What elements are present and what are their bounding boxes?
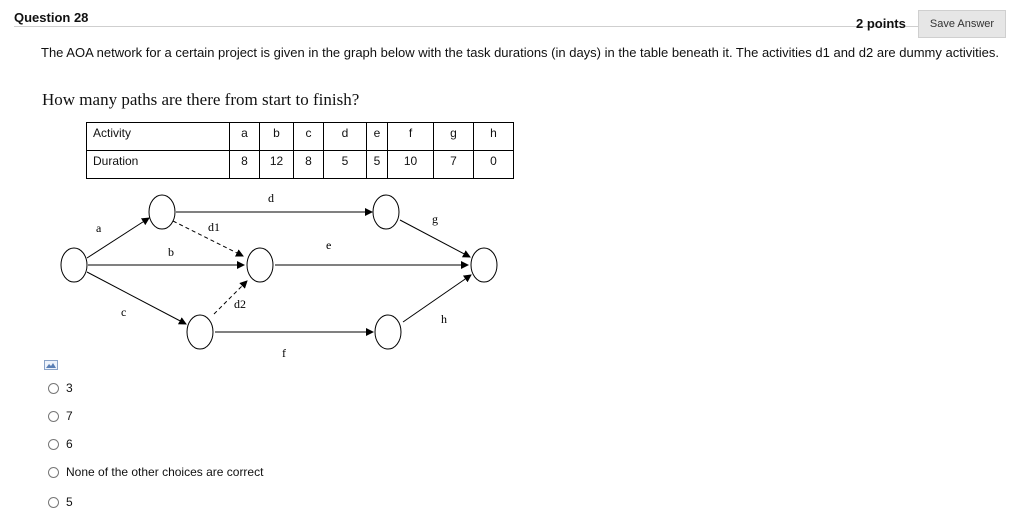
radio-button[interactable] <box>48 467 59 478</box>
activity-cell: d <box>324 123 367 151</box>
question-header <box>0 0 1024 40</box>
edge-c <box>87 272 186 324</box>
label-d1: d1 <box>208 220 220 234</box>
radio-button[interactable] <box>48 383 59 394</box>
choice-option[interactable] <box>48 464 263 480</box>
activity-header: Activity <box>87 123 230 151</box>
node-2 <box>149 195 175 229</box>
activity-cell: g <box>434 123 474 151</box>
duration-cell: 8 <box>294 151 324 179</box>
choice-label: 6 <box>66 437 73 451</box>
points-label: 2 points <box>856 16 906 31</box>
save-answer-button[interactable]: Save Answer <box>918 10 1006 38</box>
label-b: b <box>168 245 174 259</box>
radio-button[interactable] <box>48 439 59 450</box>
label-e: e <box>326 238 332 252</box>
choice-label: None of the other choices are correct <box>66 465 264 479</box>
question-intro: The AOA network for a certain project is given in the graph below with the task durations (in days) in the table beneath it. The activities d1 and d2 are dummy activities. <box>41 45 999 60</box>
node-finish <box>471 248 497 282</box>
node-3 <box>247 248 273 282</box>
activity-cell: f <box>388 123 434 151</box>
node-6 <box>375 315 401 349</box>
image-icon <box>44 360 58 370</box>
question-title: Question 28 <box>14 10 89 25</box>
activity-cell: a <box>230 123 260 151</box>
edge-h <box>403 275 471 322</box>
choice-label: 7 <box>66 409 73 423</box>
radio-button[interactable] <box>48 411 59 422</box>
duration-row <box>87 151 514 179</box>
activity-cell: c <box>294 123 324 151</box>
duration-cell: 10 <box>388 151 434 179</box>
node-start <box>61 248 87 282</box>
task-table <box>86 122 514 179</box>
label-h: h <box>441 312 447 326</box>
duration-cell: 0 <box>474 151 514 179</box>
duration-cell: 5 <box>324 151 367 179</box>
label-a: a <box>96 221 102 235</box>
duration-cell: 8 <box>230 151 260 179</box>
node-5 <box>373 195 399 229</box>
duration-cell: 12 <box>260 151 294 179</box>
label-f: f <box>282 346 286 360</box>
duration-cell: 5 <box>367 151 388 179</box>
choice-option[interactable] <box>48 408 73 424</box>
choice-option[interactable] <box>48 494 73 510</box>
aoa-network-diagram <box>54 188 504 368</box>
choice-option[interactable] <box>48 436 73 452</box>
choice-label: 5 <box>66 495 73 509</box>
choice-option[interactable] <box>48 380 73 396</box>
duration-cell: 7 <box>434 151 474 179</box>
activity-row <box>87 123 514 151</box>
activity-cell: h <box>474 123 514 151</box>
node-4 <box>187 315 213 349</box>
label-g: g <box>432 212 438 226</box>
activity-cell: e <box>367 123 388 151</box>
duration-header: Duration <box>87 151 230 179</box>
choice-label: 3 <box>66 381 73 395</box>
radio-button[interactable] <box>48 497 59 508</box>
label-d2: d2 <box>234 297 246 311</box>
label-d: d <box>268 191 274 205</box>
label-c: c <box>121 305 127 319</box>
activity-cell: b <box>260 123 294 151</box>
question-prompt: How many paths are there from start to finish? <box>42 90 360 109</box>
